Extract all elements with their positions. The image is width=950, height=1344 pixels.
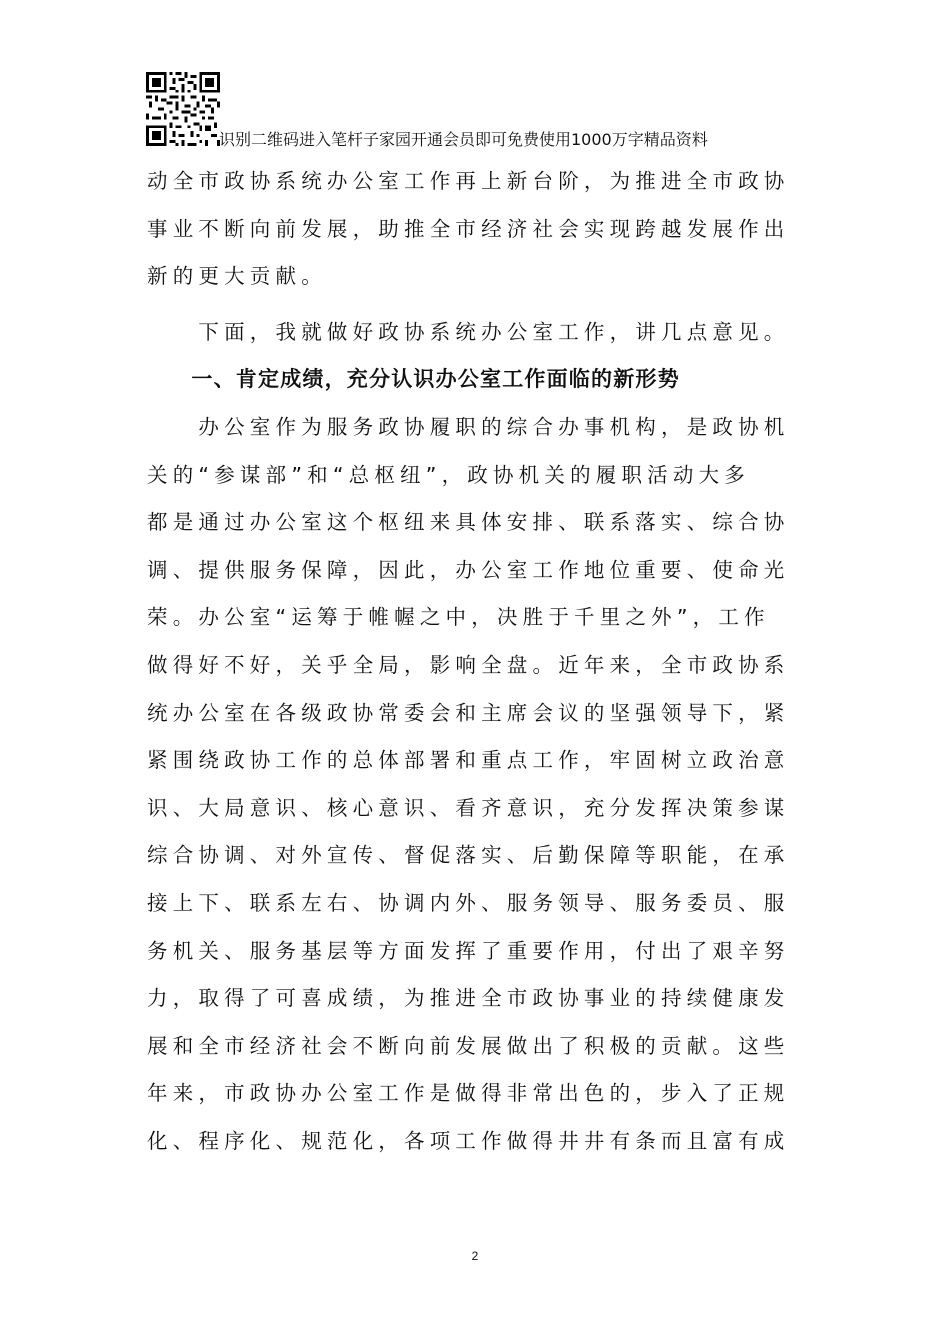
body-line: 关的“参谋部”和“总枢纽”，政协机关的履职活动大多 bbox=[147, 462, 750, 487]
body-line: 力，取得了可喜成绩，为推进全市政协事业的持续健康发 bbox=[147, 986, 790, 1011]
body-line: 化、程序化、规范化，各项工作做得井井有条而且富有成 bbox=[147, 1128, 790, 1153]
watermark-text: 识别二维码进入笔杆子家园开通会员即可免费使用1000万字精品资料 bbox=[219, 130, 708, 149]
document-body bbox=[147, 158, 807, 1165]
body-line: 新的更大贡献。 bbox=[147, 264, 327, 289]
body-line: 荣。办公室“运筹于帷幄之中，决胜于千里之外”，工作 bbox=[147, 605, 770, 630]
body-line: 年来，市政协办公室工作是做得非常出色的，步入了正规 bbox=[147, 1081, 790, 1106]
body-line: 事业不断向前发展，助推全市经济社会实现跨越发展作出 bbox=[147, 216, 790, 241]
body-line: 调、提供服务保障，因此，办公室工作地位重要、使命光 bbox=[147, 557, 790, 582]
body-line: 做得好不好，关乎全局，影响全盘。近年来，全市政协系 bbox=[147, 652, 790, 677]
body-line: 动全市政协系统办公室工作再上新台阶，为推进全市政协 bbox=[147, 169, 790, 193]
body-line: 统办公室在各级政协常委会和主席会议的坚强领导下，紧 bbox=[147, 700, 790, 725]
body-line: 综合协调、对外宣传、督促落实、后勤保障等职能，在承 bbox=[147, 843, 790, 868]
body-line: 展和全市经济社会不断向前发展做出了积极的贡献。这些 bbox=[147, 1033, 790, 1058]
body-line: 务机关、服务基层等方面发挥了重要作用，付出了艰辛努 bbox=[147, 938, 790, 963]
body-line: 下面，我就做好政协系统办公室工作，讲几点意见。 bbox=[147, 319, 790, 344]
body-line: 识、大局意识、核心意识、看齐意识，充分发挥决策参谋 bbox=[147, 795, 790, 820]
body-line: 接上下、联系左右、协调内外、服务领导、服务委员、服 bbox=[147, 890, 790, 915]
section-heading: 一、肯定成绩，充分认识办公室工作面临的新形势 bbox=[147, 367, 680, 392]
page-number: 2 bbox=[471, 1249, 479, 1263]
body-line: 都是通过办公室这个枢纽来具体安排、联系落实、综合协 bbox=[147, 510, 790, 535]
body-line: 办公室作为服务政协履职的综合办事机构，是政协机 bbox=[147, 414, 790, 439]
body-line: 紧围绕政协工作的总体部署和重点工作，牢固树立政治意 bbox=[147, 748, 790, 773]
qr-code-icon bbox=[146, 72, 220, 146]
